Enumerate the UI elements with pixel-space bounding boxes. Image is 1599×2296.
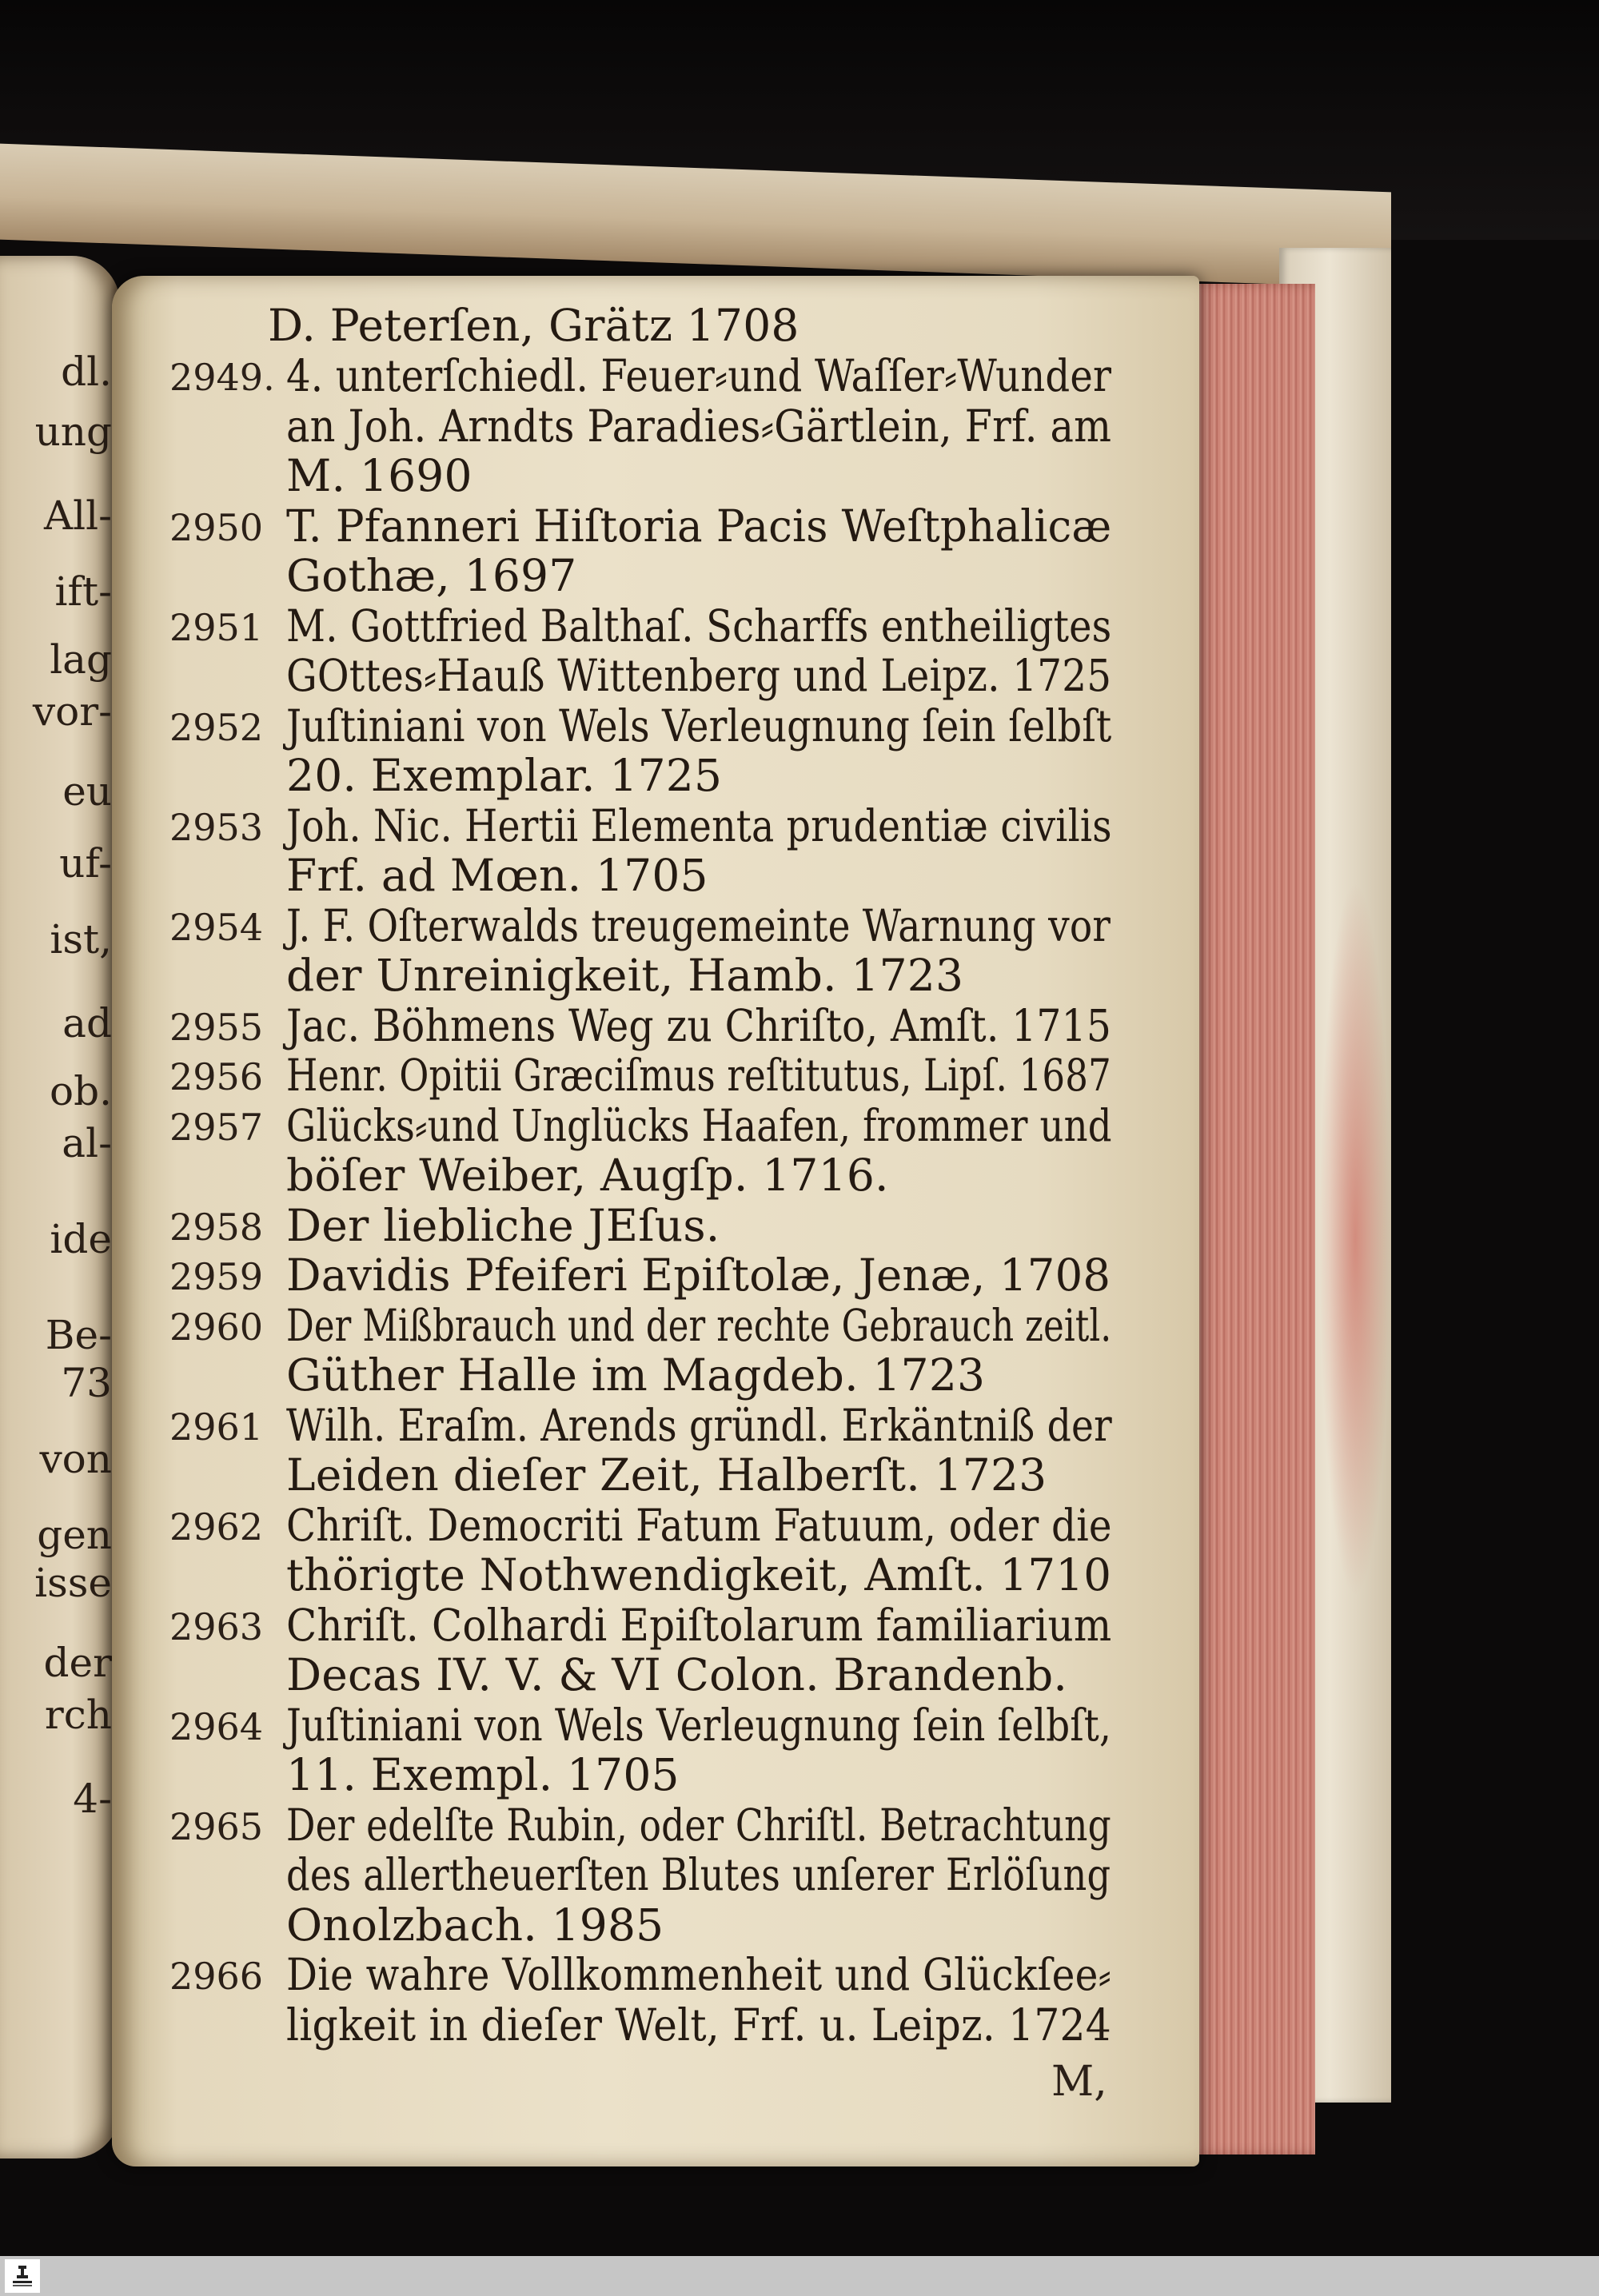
entry-text-line: Chriſt. Colhardi Epiſtolarum familiarium	[286, 1599, 1112, 1651]
entry-text-line: 4. unterſchiedl. Feuer⸗und Waſſer⸗Wunder	[286, 350, 1112, 401]
entry-number: 2961	[169, 1405, 264, 1449]
left-page-fragment: ob.	[49, 1068, 112, 1114]
entry-number: 2950	[169, 505, 264, 549]
left-page-fragment: vor-	[32, 688, 112, 735]
entry-text-line: Wilh. Eraſm. Arends gründl. Erkäntniß der	[286, 1399, 1112, 1451]
entry-number: 2954	[169, 905, 264, 949]
left-page-fragment: der	[43, 1640, 112, 1686]
left-page-fragment: eu	[62, 768, 112, 815]
signature-mark: M,	[1051, 2058, 1107, 2106]
left-page-fragment: ift-	[54, 568, 112, 615]
entry-text-line: M. 1690	[286, 450, 473, 501]
entry-text-line: M. Gottfried Balthaſ. Scharffs entheiligtes	[286, 600, 1112, 652]
red-sprinkled-page-edge	[1183, 284, 1315, 2154]
entry-text-line: ligkeit in dieſer Welt, Frf. u. Leipz. 1724	[286, 1999, 1111, 2051]
left-page-fragment: 4-	[73, 1776, 112, 1822]
left-page-fragment: gen	[37, 1512, 112, 1558]
entry-number: 2956	[169, 1055, 264, 1098]
viewer-footer-bar	[0, 2256, 1599, 2296]
entry-number: 2955	[169, 1005, 264, 1049]
entry-number: 2958	[169, 1205, 264, 1249]
entry-text-line: Die wahre Vollkommenheit und Glückſee⸗	[286, 1949, 1112, 2000]
header-line: D. Peterſen, Grätz 1708	[268, 300, 800, 351]
entry-number: 2962	[169, 1505, 264, 1549]
left-page-fragment: lag	[50, 636, 112, 683]
entry-text-line: Güther Halle im Magdeb. 1723	[286, 1349, 986, 1401]
library-logo-icon	[5, 2259, 40, 2293]
entry-text-line: Leiden dieſer Zeit, Halberſt. 1723	[286, 1449, 1047, 1501]
entry-text-line: 11. Exempl. 1705	[286, 1749, 680, 1800]
entry-text-line: Der Mißbrauch und der rechte Gebrauch zeitl.	[286, 1299, 1112, 1351]
left-page-fragment: Be-	[45, 1312, 112, 1358]
entry-text-line: Der edelſte Rubin, oder Chriſtl. Betrachtung	[286, 1799, 1111, 1851]
catalog-text	[112, 276, 1199, 2166]
entry-number: 2952	[169, 705, 264, 749]
entry-text-line: GOttes⸗Hauß Wittenberg und Leipz. 1725	[286, 650, 1112, 701]
entry-text-line: Henr. Opitii Græciſmus reſtitutus, Lipſ. 1687	[286, 1050, 1111, 1101]
entry-text-line: Der liebliche JEſus.	[286, 1199, 720, 1251]
entry-number: 2953	[169, 805, 264, 849]
entry-number: 2951	[169, 605, 264, 649]
entry-text-line: Frf. ad Mœn. 1705	[286, 850, 708, 901]
entry-text-line: des allertheuerſten Blutes unſerer Erlöſung	[286, 1849, 1111, 1900]
entry-number: 2964	[169, 1704, 264, 1748]
entry-number: 2966	[169, 1955, 264, 1998]
entry-number: 2957	[169, 1105, 264, 1149]
entry-text-line: Onolzbach. 1985	[286, 1899, 664, 1951]
entry-text-line: Juſtiniani von Wels Verleugnung ſein ſelbſt,	[286, 1699, 1112, 1751]
entry-text-line: böſer Weiber, Augſp. 1716.	[286, 1150, 889, 1201]
left-facing-page	[0, 256, 120, 2158]
page-edge-stain	[1319, 879, 1391, 1599]
entry-number: 2960	[169, 1305, 264, 1349]
entry-text-line: Decas IV. V. & VI Colon. Brandenb.	[286, 1649, 1068, 1700]
entry-text-line: Jac. Böhmens Weg zu Chriſto, Amſt. 1715	[286, 999, 1112, 1051]
entry-text-line: J. F. Oſterwalds treugemeinte Warnung vor	[286, 899, 1111, 951]
entry-text-line: Joh. Nic. Hertii Elementa prudentiæ civilis	[286, 799, 1112, 851]
left-page-fragment: ung	[34, 409, 112, 455]
entry-number: 2959	[169, 1255, 264, 1298]
left-page-fragment: ad	[62, 1000, 112, 1046]
book-page	[112, 276, 1199, 2166]
entry-text-line: Davidis Pfeiferi Epiſtolæ, Jenæ, 1708	[286, 1250, 1111, 1301]
left-page-fragment: al-	[62, 1120, 112, 1166]
entry-text-line: an Joh. Arndts Paradies⸗Gärtlein, Frf. am	[286, 400, 1112, 452]
entry-text-line: 20. Exemplar. 1725	[286, 750, 723, 801]
entry-number: 2965	[169, 1804, 264, 1848]
entry-number: 2963	[169, 1604, 264, 1648]
entry-number: 2949.	[169, 356, 275, 399]
left-page-fragment: isse	[34, 1560, 112, 1606]
entry-text-line: Juſtiniani von Wels Verleugnung ſein ſelbſt	[286, 700, 1112, 751]
entry-text-line: thörigte Nothwendigkeit, Amſt. 1710	[286, 1549, 1112, 1600]
entry-text-line: Chriſt. Democriti Fatum Fatuum, oder die	[286, 1499, 1112, 1551]
left-page-fragment: von	[39, 1436, 112, 1482]
left-page-fragment: rch	[44, 1692, 112, 1738]
entry-text-line: der Unreinigkeit, Hamb. 1723	[286, 950, 964, 1001]
left-page-fragment: All-	[44, 492, 112, 539]
left-page-fragment: uf-	[59, 840, 112, 887]
left-page-fragment: ide	[50, 1216, 112, 1262]
entry-text-line: Gothæ, 1697	[286, 550, 577, 601]
entry-text-line: Glücks⸗und Unglücks Haafen, frommer und	[286, 1099, 1112, 1151]
left-page-fragment: 73	[61, 1360, 112, 1406]
left-page-fragment: ist,	[50, 916, 112, 963]
entry-text-line: T. Pfanneri Hiſtoria Pacis Weſtphalicæ	[286, 500, 1112, 552]
left-page-fragment: dl.	[61, 349, 112, 395]
